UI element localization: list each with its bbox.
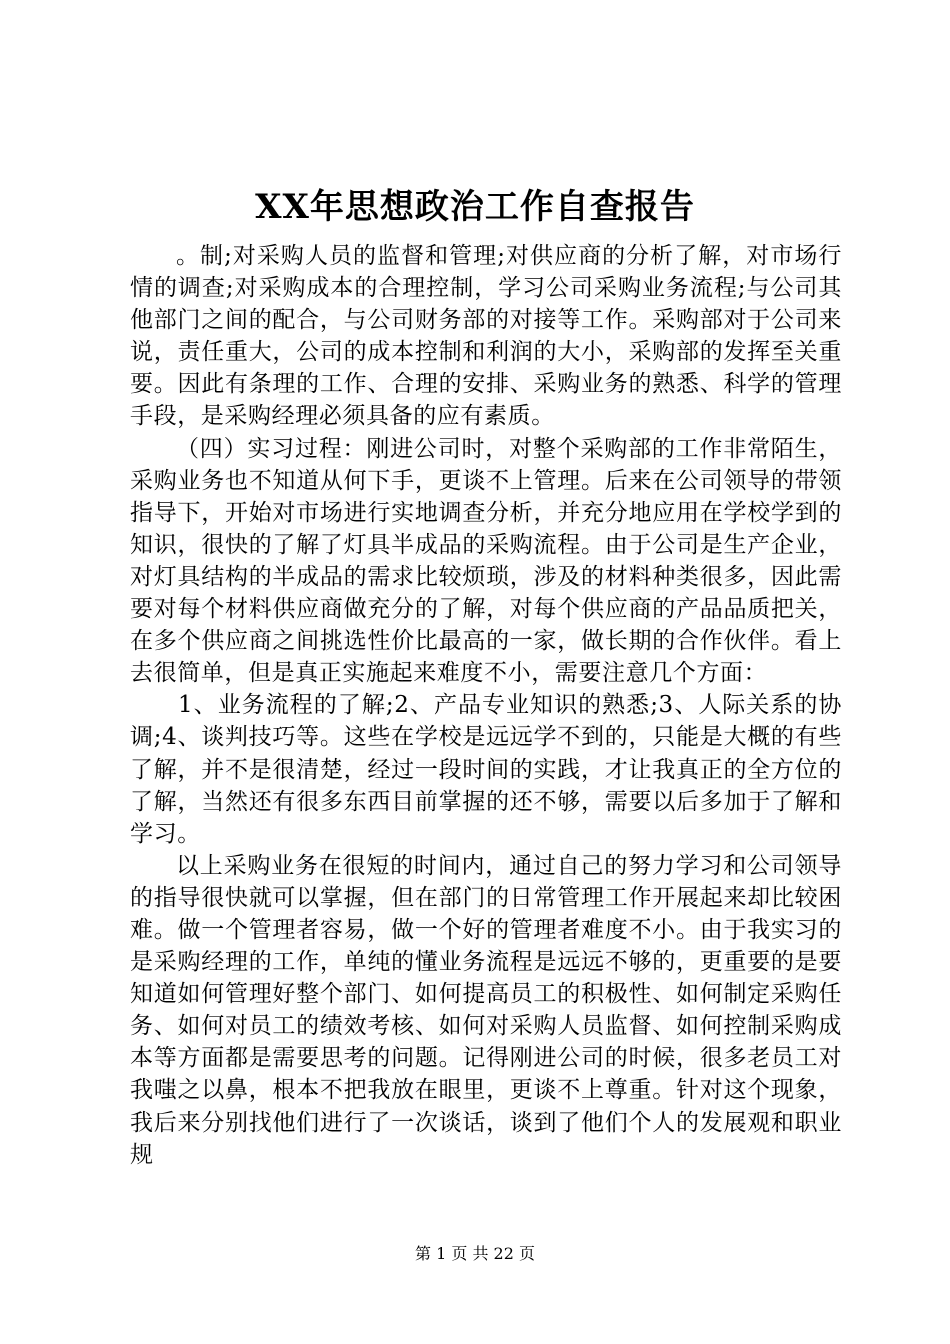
paragraph-4: 以上采购业务在很短的时间内，通过自己的努力学习和公司领导的指导很快就可以掌握，但在部门的日常管理工作开展起来却比较困难。做一个管理者容易，做一个好的管理者难度不小。由于我实习的是采购经理的工作，单纯的懂业务流程是远远不够的，更重要的是要知道如何管理好整个部门、如何提高员工的积极性、如何制定采购任务、如何对员工的绩效考核、如何对采购人员监督、如何控制采购成本等方面都是需要思考的问题。记得刚进公司的时候，很多老员工对我嗤之以鼻，根本不把我放在眼里，更谈不上尊重。针对这个现象，我后来分别找他们进行了一次谈话，谈到了他们个人的发展观和职业规 (130, 852, 842, 1168)
document-title: XX年思想政治工作自查报告 (255, 187, 695, 227)
paragraph-2: （四）实习过程：刚进公司时，对整个采购部的工作非常陌生，采购业务也不知道从何下手，更谈不上管理。后来在公司领导的带领指导下，开始对市场进行实地调查分析，并充分地应用在学校学到的知识，很快的了解了灯具半成品的采购流程。由于公司是生产企业，对灯具结构的半成品的需求比较烦琐，涉及的材料种类很多，因此需要对每个材料供应商做充分的了解，对每个供应商的产品品质把关，在多个供应商之间挑选性价比最高的一家，做长期的合作伙伴。看上去很简单，但是真正实施起来难度不小，需要注意几个方面： (130, 435, 842, 687)
paragraph-3: 1、业务流程的了解;2、产品专业知识的熟悉;3、人际关系的协调;4、谈判技巧等。这些在学校是远远学不到的，只能是大概的有些了解，并不是很清楚，经过一段时间的实践，才让我真正的全方位的了解，当然还有很多东西目前掌握的还不够，需要以后多加于了解和学习。 (130, 692, 842, 847)
paragraph-1: 。制;对采购人员的监督和管理;对供应商的分析了解，对市场行情的调查;对采购成本的合理控制，学习公司采购业务流程;与公司其他部门之间的配合，与公司财务部的对接等工作。采购部对于公司来说，责任重大，公司的成本控制和利润的大小，采购部的发挥至关重要。因此有条理的工作、合理的安排、采购业务的熟悉、科学的管理手段，是采购经理必须具备的应有素质。 (130, 243, 842, 430)
document-body (130, 240, 842, 1171)
page-number-footer: 第 1 页 共 22 页 (415, 1244, 535, 1263)
